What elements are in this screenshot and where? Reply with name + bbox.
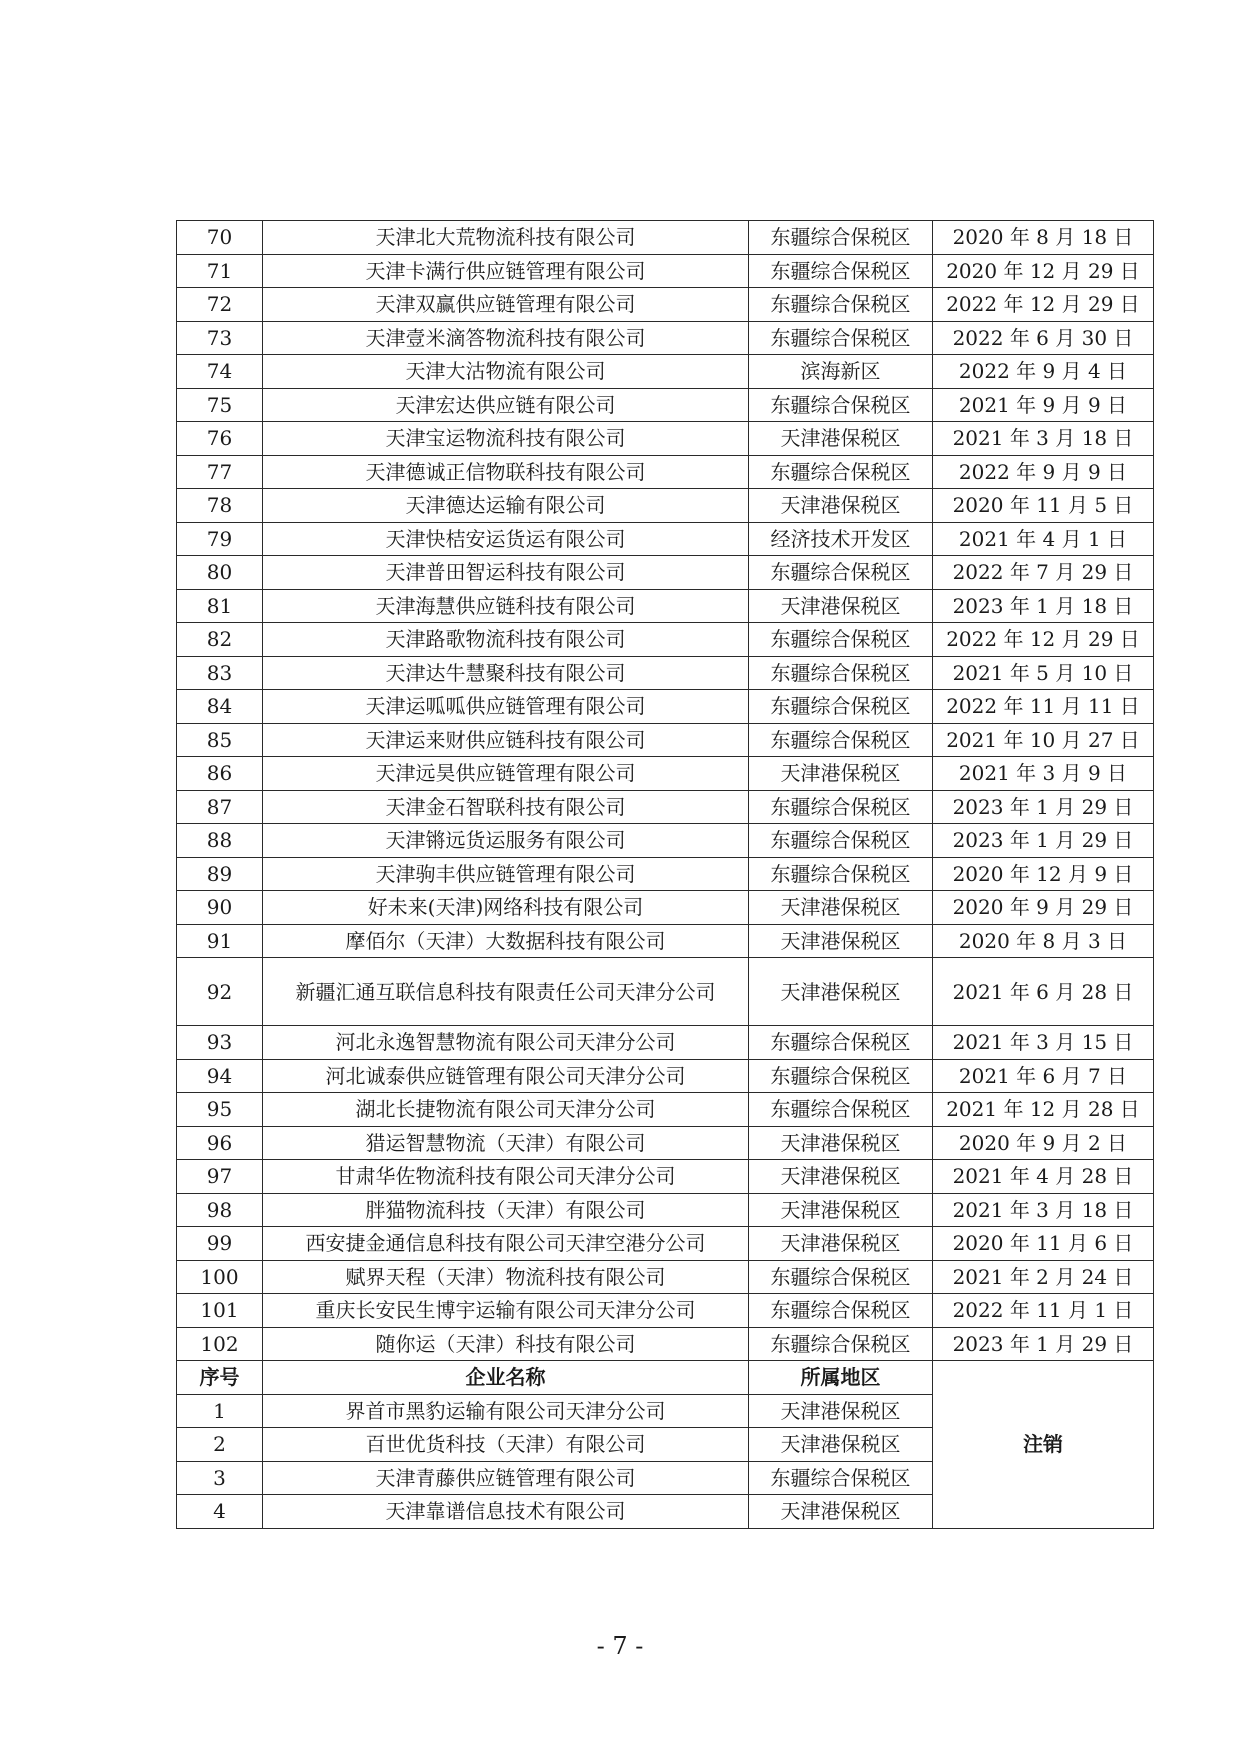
- date-cell: 2021 年 3 月 15 日: [933, 1026, 1154, 1060]
- company-name-cell: 湖北长捷物流有限公司天津分公司: [263, 1093, 749, 1127]
- row-number-cell: 74: [177, 355, 263, 389]
- company-name-cell: 天津靠谱信息技术有限公司: [263, 1495, 749, 1529]
- table-row: [177, 656, 1154, 690]
- row-number-cell: 83: [177, 656, 263, 690]
- table-row: [177, 556, 1154, 590]
- date-cell: 2020 年 12 月 9 日: [933, 857, 1154, 891]
- row-number-cell: 72: [177, 288, 263, 322]
- company-name-cell: 界首市黑豹运输有限公司天津分公司: [263, 1394, 749, 1428]
- table-row: [177, 489, 1154, 523]
- company-name-cell: 天津达牛慧聚科技有限公司: [263, 656, 749, 690]
- company-name-cell: 天津德诚正信物联科技有限公司: [263, 455, 749, 489]
- table-row: [177, 1260, 1154, 1294]
- row-number-cell: 75: [177, 388, 263, 422]
- region-cell: 东疆综合保税区: [749, 723, 933, 757]
- company-name-cell: 赋界天程（天津）物流科技有限公司: [263, 1260, 749, 1294]
- page-number: - 7 -: [596, 1632, 644, 1660]
- company-name-cell: 河北诚泰供应链管理有限公司天津分公司: [263, 1059, 749, 1093]
- date-cell: 2021 年 10 月 27 日: [933, 723, 1154, 757]
- table-row: [177, 1227, 1154, 1261]
- table-row: [177, 522, 1154, 556]
- company-name-cell: 天津运来财供应链科技有限公司: [263, 723, 749, 757]
- company-name-cell: 西安捷金通信息科技有限公司天津空港分公司: [263, 1227, 749, 1261]
- table-row: [177, 857, 1154, 891]
- date-cell: 2020 年 9 月 29 日: [933, 891, 1154, 925]
- company-name-cell: 天津路歌物流科技有限公司: [263, 623, 749, 657]
- region-cell: 东疆综合保税区: [749, 824, 933, 858]
- row-number-cell: 82: [177, 623, 263, 657]
- row-number-cell: 3: [177, 1461, 263, 1495]
- date-cell: 2021 年 5 月 10 日: [933, 656, 1154, 690]
- row-number-cell: 84: [177, 690, 263, 724]
- table-row: [177, 254, 1154, 288]
- date-cell: 2020 年 8 月 3 日: [933, 924, 1154, 958]
- row-number-cell: 81: [177, 589, 263, 623]
- region-cell: 东疆综合保税区: [749, 321, 933, 355]
- company-name-cell: 天津普田智运科技有限公司: [263, 556, 749, 590]
- region-cell: 东疆综合保税区: [749, 623, 933, 657]
- table-row: [177, 422, 1154, 456]
- region-cell: 东疆综合保税区: [749, 1260, 933, 1294]
- region-cell: 经济技术开发区: [749, 522, 933, 556]
- date-cell: 2022 年 7 月 29 日: [933, 556, 1154, 590]
- company-name-cell: 天津德达运输有限公司: [263, 489, 749, 523]
- date-cell: 2020 年 12 月 29 日: [933, 254, 1154, 288]
- table-row: [177, 221, 1154, 255]
- row-number-cell: 2: [177, 1428, 263, 1462]
- date-cell: 2021 年 4 月 28 日: [933, 1160, 1154, 1194]
- region-cell: 天津港保税区: [749, 489, 933, 523]
- company-name-cell: 天津北大荒物流科技有限公司: [263, 221, 749, 255]
- enterprise-table: [176, 220, 1154, 1529]
- row-number-cell: 96: [177, 1126, 263, 1160]
- date-cell: 2020 年 11 月 6 日: [933, 1227, 1154, 1261]
- date-cell: 2021 年 2 月 24 日: [933, 1260, 1154, 1294]
- region-cell: 东疆综合保税区: [749, 455, 933, 489]
- company-name-cell: 天津壹米滴答物流科技有限公司: [263, 321, 749, 355]
- region-cell: 东疆综合保税区: [749, 1059, 933, 1093]
- table-row: [177, 1026, 1154, 1060]
- date-cell: 2021 年 12 月 28 日: [933, 1093, 1154, 1127]
- date-cell: 2023 年 1 月 29 日: [933, 824, 1154, 858]
- date-cell: 2021 年 3 月 18 日: [933, 1193, 1154, 1227]
- row-number-cell: 4: [177, 1495, 263, 1529]
- table-row: [177, 1160, 1154, 1194]
- date-cell: 2023 年 1 月 18 日: [933, 589, 1154, 623]
- row-number-cell: 78: [177, 489, 263, 523]
- row-number-cell: 91: [177, 924, 263, 958]
- table-row: [177, 1059, 1154, 1093]
- enterprise-table-body: [177, 221, 1154, 1529]
- row-number-cell: 97: [177, 1160, 263, 1194]
- table-row: [177, 1093, 1154, 1127]
- row-number-cell: 93: [177, 1026, 263, 1060]
- table-row: [177, 321, 1154, 355]
- region-cell: 东疆综合保税区: [749, 556, 933, 590]
- row-number-cell: 92: [177, 958, 263, 1026]
- row-number-cell: 101: [177, 1294, 263, 1328]
- table-row: [177, 355, 1154, 389]
- region-cell: 天津港保税区: [749, 1394, 933, 1428]
- region-cell: 天津港保税区: [749, 891, 933, 925]
- row-number-cell: 90: [177, 891, 263, 925]
- region-cell: 东疆综合保税区: [749, 790, 933, 824]
- region-cell: 东疆综合保税区: [749, 254, 933, 288]
- company-name-cell: 天津海慧供应链科技有限公司: [263, 589, 749, 623]
- row-number-cell: 1: [177, 1394, 263, 1428]
- date-cell: 2021 年 6 月 28 日: [933, 958, 1154, 1026]
- date-cell: 2021 年 4 月 1 日: [933, 522, 1154, 556]
- table-row: [177, 824, 1154, 858]
- date-cell: 2021 年 3 月 18 日: [933, 422, 1154, 456]
- table-row: [177, 723, 1154, 757]
- region-cell: 东疆综合保税区: [749, 1093, 933, 1127]
- header-number-cell: 序号: [177, 1361, 263, 1395]
- company-name-cell: 摩佰尔（天津）大数据科技有限公司: [263, 924, 749, 958]
- region-cell: 天津港保税区: [749, 589, 933, 623]
- row-number-cell: 87: [177, 790, 263, 824]
- table-row: [177, 455, 1154, 489]
- company-name-cell: 好未来(天津)网络科技有限公司: [263, 891, 749, 925]
- company-name-cell: 天津远昊供应链管理有限公司: [263, 757, 749, 791]
- region-cell: 东疆综合保税区: [749, 857, 933, 891]
- region-cell: 天津港保税区: [749, 958, 933, 1026]
- row-number-cell: 77: [177, 455, 263, 489]
- region-cell: 东疆综合保税区: [749, 1327, 933, 1361]
- company-name-cell: 天津驹丰供应链管理有限公司: [263, 857, 749, 891]
- row-number-cell: 76: [177, 422, 263, 456]
- row-number-cell: 99: [177, 1227, 263, 1261]
- cancelled-status-cell: 注销: [933, 1361, 1154, 1529]
- table-row: [177, 1294, 1154, 1328]
- region-cell: 东疆综合保税区: [749, 288, 933, 322]
- company-name-cell: 天津卡满行供应链管理有限公司: [263, 254, 749, 288]
- table-row: [177, 924, 1154, 958]
- row-number-cell: 95: [177, 1093, 263, 1127]
- region-cell: 天津港保税区: [749, 1495, 933, 1529]
- company-name-cell: 天津大沽物流有限公司: [263, 355, 749, 389]
- date-cell: 2022 年 12 月 29 日: [933, 623, 1154, 657]
- region-cell: 东疆综合保税区: [749, 1294, 933, 1328]
- date-cell: 2022 年 9 月 9 日: [933, 455, 1154, 489]
- date-cell: 2020 年 9 月 2 日: [933, 1126, 1154, 1160]
- region-cell: 东疆综合保税区: [749, 1026, 933, 1060]
- region-cell: 天津港保税区: [749, 1126, 933, 1160]
- table-row: [177, 958, 1154, 1026]
- company-name-cell: 天津运呱呱供应链管理有限公司: [263, 690, 749, 724]
- header-region-cell: 所属地区: [749, 1361, 933, 1395]
- region-cell: 东疆综合保税区: [749, 1461, 933, 1495]
- header-name-cell: 企业名称: [263, 1361, 749, 1395]
- company-name-cell: 甘肃华佐物流科技有限公司天津分公司: [263, 1160, 749, 1194]
- company-name-cell: 重庆长安民生博宇运输有限公司天津分公司: [263, 1294, 749, 1328]
- date-cell: 2020 年 11 月 5 日: [933, 489, 1154, 523]
- company-name-cell: 胖猫物流科技（天津）有限公司: [263, 1193, 749, 1227]
- region-cell: 天津港保税区: [749, 1193, 933, 1227]
- date-cell: 2023 年 1 月 29 日: [933, 1327, 1154, 1361]
- row-number-cell: 79: [177, 522, 263, 556]
- row-number-cell: 100: [177, 1260, 263, 1294]
- company-name-cell: 天津宝运物流科技有限公司: [263, 422, 749, 456]
- table-row: [177, 690, 1154, 724]
- table-row: [177, 790, 1154, 824]
- company-name-cell: 天津宏达供应链有限公司: [263, 388, 749, 422]
- row-number-cell: 80: [177, 556, 263, 590]
- date-cell: 2021 年 3 月 9 日: [933, 757, 1154, 791]
- company-name-cell: 百世优货科技（天津）有限公司: [263, 1428, 749, 1462]
- date-cell: 2022 年 11 月 1 日: [933, 1294, 1154, 1328]
- table-row: [177, 1193, 1154, 1227]
- date-cell: 2021 年 9 月 9 日: [933, 388, 1154, 422]
- date-cell: 2023 年 1 月 29 日: [933, 790, 1154, 824]
- region-cell: 天津港保税区: [749, 1227, 933, 1261]
- company-name-cell: 猎运智慧物流（天津）有限公司: [263, 1126, 749, 1160]
- company-name-cell: 新疆汇通互联信息科技有限责任公司天津分公司: [263, 958, 749, 1026]
- date-cell: 2022 年 9 月 4 日: [933, 355, 1154, 389]
- row-number-cell: 94: [177, 1059, 263, 1093]
- region-cell: 天津港保税区: [749, 757, 933, 791]
- table-row: [177, 623, 1154, 657]
- region-cell: 天津港保税区: [749, 1160, 933, 1194]
- date-cell: 2020 年 8 月 18 日: [933, 221, 1154, 255]
- table-row: [177, 388, 1154, 422]
- company-name-cell: 天津快桔安运货运有限公司: [263, 522, 749, 556]
- company-name-cell: 河北永逸智慧物流有限公司天津分公司: [263, 1026, 749, 1060]
- date-cell: 2021 年 6 月 7 日: [933, 1059, 1154, 1093]
- company-name-cell: 天津锵远货运服务有限公司: [263, 824, 749, 858]
- row-number-cell: 73: [177, 321, 263, 355]
- company-name-cell: 天津金石智联科技有限公司: [263, 790, 749, 824]
- row-number-cell: 88: [177, 824, 263, 858]
- date-cell: 2022 年 6 月 30 日: [933, 321, 1154, 355]
- row-number-cell: 98: [177, 1193, 263, 1227]
- cancelled-header-row: [177, 1361, 1154, 1395]
- region-cell: 天津港保税区: [749, 422, 933, 456]
- row-number-cell: 71: [177, 254, 263, 288]
- region-cell: 东疆综合保税区: [749, 388, 933, 422]
- row-number-cell: 86: [177, 757, 263, 791]
- region-cell: 东疆综合保税区: [749, 221, 933, 255]
- company-name-cell: 天津双赢供应链管理有限公司: [263, 288, 749, 322]
- row-number-cell: 70: [177, 221, 263, 255]
- row-number-cell: 102: [177, 1327, 263, 1361]
- date-cell: 2022 年 11 月 11 日: [933, 690, 1154, 724]
- row-number-cell: 85: [177, 723, 263, 757]
- table-row: [177, 1327, 1154, 1361]
- region-cell: 天津港保税区: [749, 1428, 933, 1462]
- table-row: [177, 891, 1154, 925]
- region-cell: 东疆综合保税区: [749, 690, 933, 724]
- table-row: [177, 288, 1154, 322]
- table-row: [177, 1126, 1154, 1160]
- region-cell: 东疆综合保税区: [749, 656, 933, 690]
- row-number-cell: 89: [177, 857, 263, 891]
- region-cell: 滨海新区: [749, 355, 933, 389]
- company-name-cell: 天津青藤供应链管理有限公司: [263, 1461, 749, 1495]
- company-name-cell: 随你运（天津）科技有限公司: [263, 1327, 749, 1361]
- date-cell: 2022 年 12 月 29 日: [933, 288, 1154, 322]
- table-row: [177, 757, 1154, 791]
- table-row: [177, 589, 1154, 623]
- region-cell: 天津港保税区: [749, 924, 933, 958]
